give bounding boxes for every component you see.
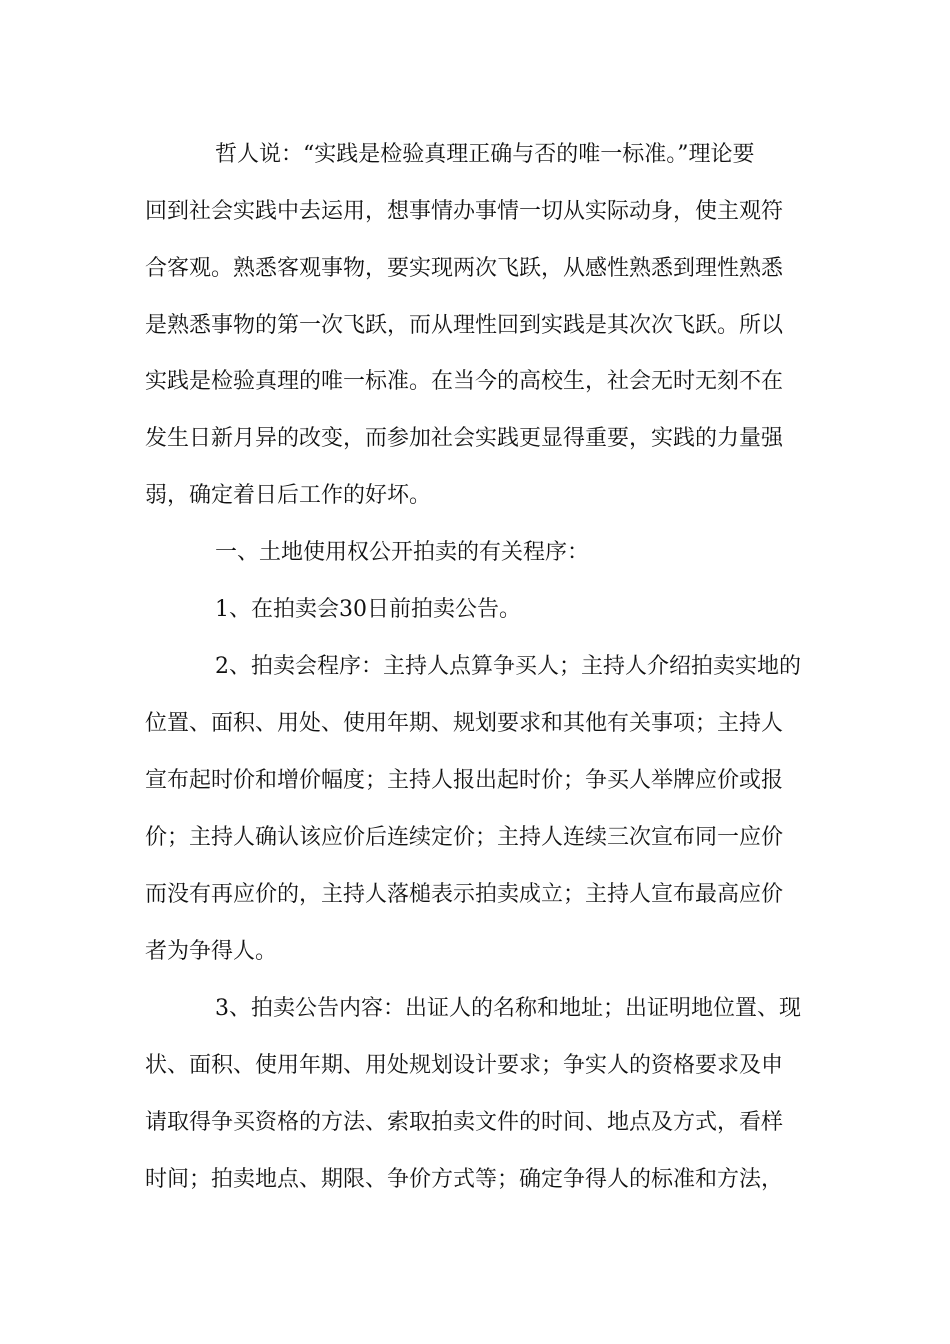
text-line: 价；主持人确认该应价后连续定价；主持人连续三次宣布同一应价: [145, 825, 784, 850]
text-line: 发生日新月异的改变，而参加社会实践更显得重要，实践的力量强: [145, 426, 784, 451]
text-line: 宣布起时价和增价幅度；主持人报出起时价；争买人举牌应价或报: [145, 768, 784, 793]
text-line: 时间；拍卖地点、期限、争价方式等；确定争得人的标准和方法，: [145, 1167, 784, 1192]
text-line: 是熟悉事物的第一次飞跃，而从理性回到实践是其次次飞跃。所以: [145, 313, 784, 338]
text-line: 回到社会实践中去运用，想事情办事情一切从实际动身，使主观符: [145, 199, 784, 224]
text-line: 哲人说：“实践是检验真理正确与否的唯一标准。”理论要: [215, 142, 755, 167]
text-line: 位置、面积、用处、使用年期、规划要求和其他有关事项；主持人: [145, 711, 784, 736]
text-line: 弱，确定着日后工作的好坏。: [145, 483, 432, 508]
list-item: 3、拍卖公告内容：出证人的名称和地址；出证明地位置、现: [215, 996, 801, 1021]
text-line: 者为争得人。: [145, 939, 278, 964]
text-line: 请取得争买资格的方法、索取拍卖文件的时间、地点及方式，看样: [145, 1110, 784, 1135]
list-item: 2、拍卖会程序：主持人点算争买人；主持人介绍拍卖实地的: [215, 654, 801, 679]
text-line: 合客观。熟悉客观事物，要实现两次飞跃，从感性熟悉到理性熟悉: [145, 256, 784, 281]
text-line: 而没有再应价的，主持人落槌表示拍卖成立；主持人宣布最高应价: [145, 882, 784, 907]
text-line: 状、面积、使用年期、用处规划设计要求；争实人的资格要求及申: [145, 1053, 784, 1078]
section-heading: 一、土地使用权公开拍卖的有关程序：: [215, 540, 590, 565]
text-line: 实践是检验真理的唯一标准。在当今的高校生，社会无时无刻不在: [145, 369, 784, 394]
list-item: 1、在拍卖会30日前拍卖公告。: [215, 597, 521, 622]
